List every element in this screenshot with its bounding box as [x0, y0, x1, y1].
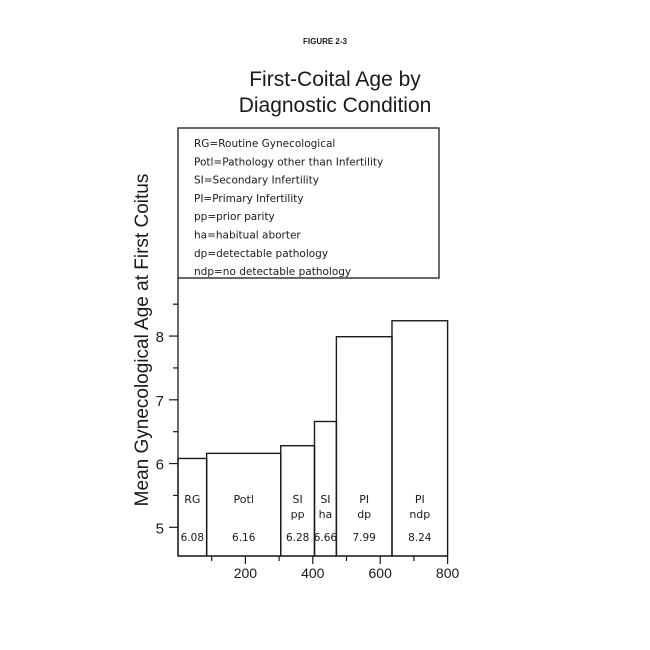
legend-entry: Potl=Pathology other than Infertility [194, 156, 384, 169]
bar-value-label: 6.08 [180, 532, 205, 544]
y-tick-label: 7 [155, 392, 164, 410]
bar-sublabel: ha [318, 508, 333, 521]
bar-sublabel: pp [290, 508, 305, 521]
y-tick-label: 8 [155, 329, 164, 347]
bar-value-label: 6.16 [232, 532, 256, 544]
bar-sublabel: ndp [409, 508, 431, 521]
legend [194, 138, 383, 278]
bar-sublabel: dp [357, 508, 372, 521]
y-tick-label: 6 [155, 456, 164, 474]
legend-entry: PI=Primary Infertility [194, 192, 304, 205]
bar-label: PI [414, 493, 425, 506]
bar-5 [336, 337, 392, 556]
figure-label: FIGURE 2-3 [302, 37, 348, 46]
legend-entry: ndp=no detectable pathology [194, 266, 352, 279]
legend-entry: dp=detectable pathology [194, 247, 329, 260]
bar-value-label: 7.99 [352, 532, 376, 544]
bar-label: RG [184, 493, 201, 506]
legend-entry: ha=habitual aborter [194, 229, 301, 242]
bar-label: SI [320, 493, 331, 506]
bar-value-label: 6.66 [313, 532, 338, 544]
bar-label: Potl [233, 493, 254, 506]
chart-title-line1: First-Coital Age by [249, 68, 421, 91]
x-tick-label: 200 [233, 565, 258, 581]
y-axis-label: Mean Gynecological Age at First Coitus [132, 173, 153, 507]
x-tick-label: 600 [368, 565, 392, 581]
bar-value-label: 8.24 [408, 532, 432, 544]
legend-entry: pp=prior parity [194, 211, 275, 224]
legend-entry: SI=Secondary Infertility [194, 174, 319, 187]
chart-title-line2: Diagnostic Condition [238, 94, 432, 117]
y-tick-label: 5 [155, 520, 164, 538]
x-tick-label: 800 [435, 565, 460, 581]
x-tick-label: 400 [301, 565, 325, 581]
bar-label: PI [359, 493, 370, 506]
bars [178, 321, 448, 556]
legend-entry: RG=Routine Gynecological [194, 138, 336, 150]
bar-label: SI [292, 493, 303, 506]
bar-value-label: 6.28 [285, 532, 310, 544]
